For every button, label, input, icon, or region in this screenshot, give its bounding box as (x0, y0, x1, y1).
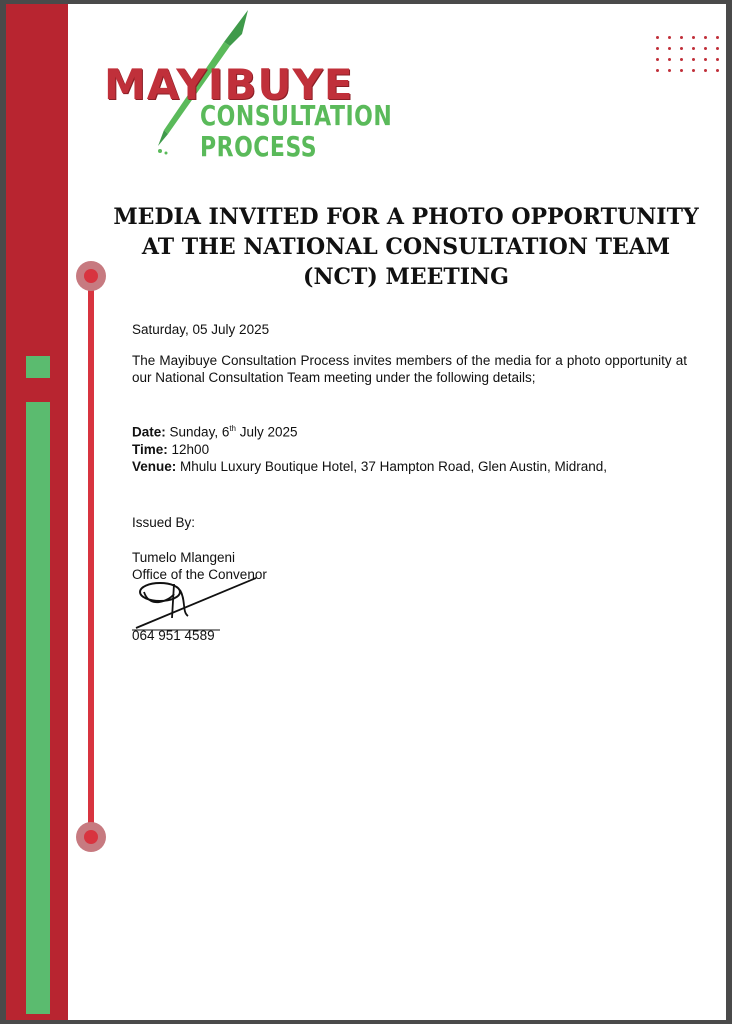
date-value: Sunday, 6 (169, 424, 230, 440)
time-label: Time: (132, 441, 168, 457)
signer-name: Tumelo Mlangeni (132, 550, 236, 565)
signer-phone: 064 951 4589 (132, 628, 215, 643)
rod-cap-bottom (76, 822, 106, 852)
invitation-paragraph: The Mayibuye Consultation Process invites members of the media for a photo opportunity at our National Consultation Team meeting under the following details; (132, 353, 687, 385)
signature (130, 570, 290, 634)
date-suffix: th (229, 424, 236, 433)
time-value: 12h00 (171, 441, 210, 457)
issued-by-label: Issued By: (132, 515, 196, 530)
green-accent-small (26, 356, 50, 378)
date-label: Date: (132, 424, 166, 440)
logo-sub-text: CONSULTATION PROCESS (200, 101, 393, 164)
signer-office: Office of the Convenor (132, 567, 267, 582)
dot-pattern (652, 32, 724, 76)
logo-main-text: MAYIBUYE (104, 60, 354, 109)
rod-cap-top (76, 261, 106, 291)
event-details (132, 420, 687, 475)
green-accent-long (26, 402, 50, 1014)
press-release-page (6, 4, 726, 1020)
issue-date: Saturday, 05 July 2025 (132, 322, 270, 337)
venue-label: Venue: (132, 458, 177, 474)
title-line-2: AT THE NATIONAL CONSULTATION TEAM (141, 234, 671, 260)
decorative-rod (88, 272, 94, 838)
page-title (106, 202, 706, 292)
venue-row (132, 458, 687, 475)
title-line-1: MEDIA INVITED FOR A PHOTO OPPORTUNITY (113, 204, 699, 230)
date-row (132, 420, 687, 441)
venue-value: Mhulu Luxury Boutique Hotel, 37 Hampton Road, Glen Austin, Midrand, (180, 458, 608, 474)
date-rest: July 2025 (236, 424, 298, 440)
mayibuye-logo (100, 6, 460, 164)
time-row (132, 441, 687, 458)
title-line-3: (NCT) MEETING (303, 264, 509, 290)
